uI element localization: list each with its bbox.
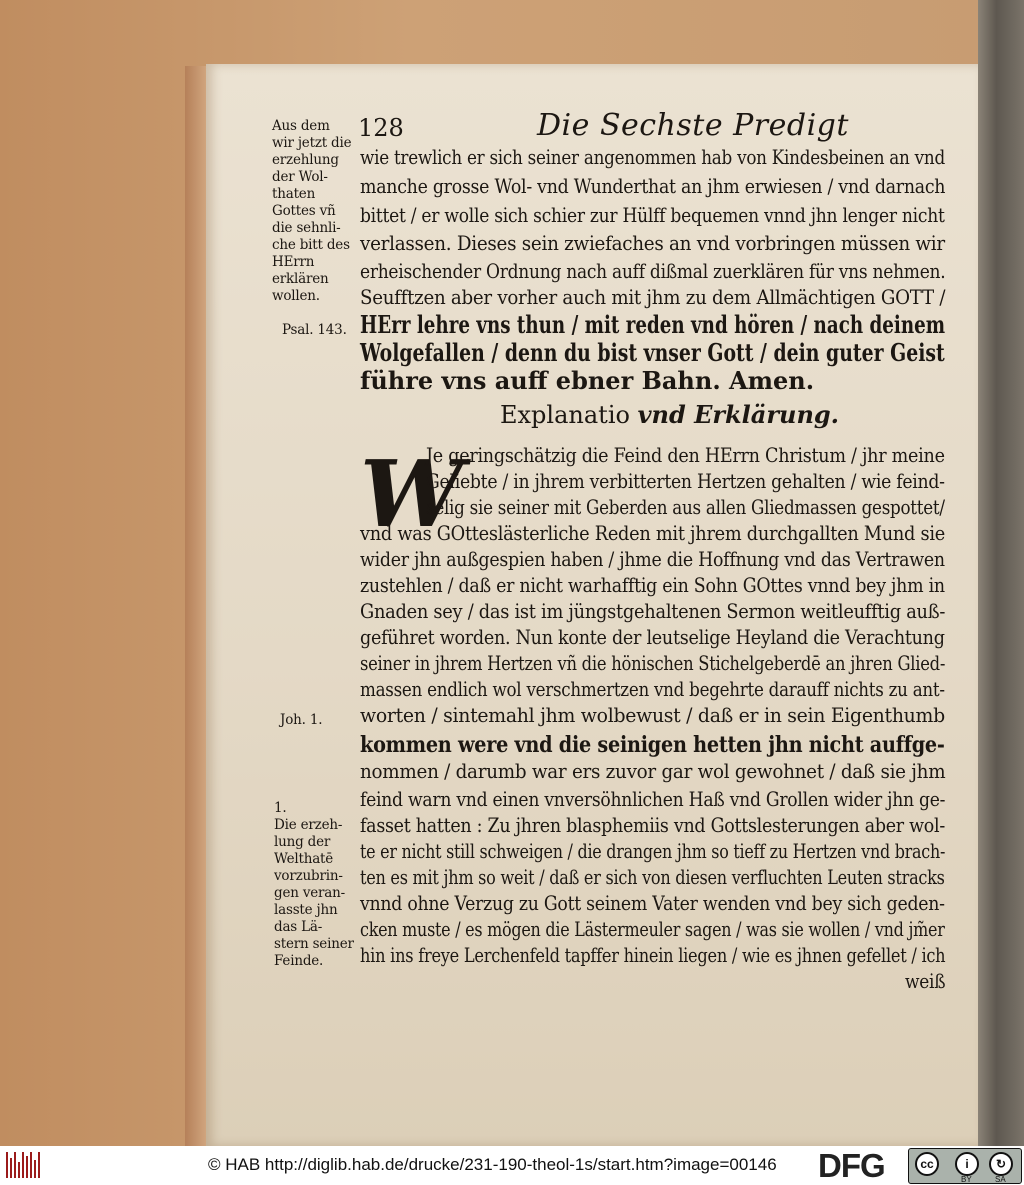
text-line: ten es mit jhm so weit / daß er sich von diesen verfluchten Leuten stracks bbox=[360, 866, 945, 889]
text-line: massen endlich wol verschmertzen vnd begehrte darauff nichts zu ant- bbox=[360, 678, 945, 701]
text-line: fasset hatten : Zu jhren blasphemiis vnd Gottslesterungen aber wol- bbox=[360, 814, 945, 837]
prayer-line: Wolgefallen / denn du bist vnser Gott / dein guter Geist bbox=[360, 338, 945, 367]
margin-ref-psalm: Psal. 143. bbox=[282, 322, 347, 338]
text-line: feind warn vnd einen vnversöhnlichen Haß vnd Grollen wider jhn ge- bbox=[360, 788, 946, 811]
text-line: Je geringschätzig die Feind den HErrn Christum / jhr meine bbox=[426, 444, 945, 467]
running-head: Die Sechste Predigt bbox=[537, 108, 849, 143]
text-line: wider jhn außgespien haben / jhme die Hoffnung vnd das Vertrawen bbox=[360, 548, 945, 571]
prayer-line: führe vns auff ebner Bahn. Amen. bbox=[360, 366, 815, 395]
page-number: 128 bbox=[358, 114, 404, 142]
source-url-link[interactable]: © HAB http://diglib.hab.de/drucke/231-190-theol-1s/start.htm?image=00146 bbox=[208, 1155, 777, 1174]
text-line: nommen / darumb war ers zuvor gar wol gewohnet / daß sie jhm bbox=[360, 760, 946, 783]
dfg-logo: DFG bbox=[818, 1147, 885, 1184]
catchword: weiß bbox=[905, 970, 946, 993]
sa-label: SA bbox=[995, 1175, 1006, 1184]
text-line: hin ins freye Lerchenfeld tapffer hinein liegen / wie es jhnen gefellet / ich bbox=[360, 944, 946, 967]
text-line: wie trewlich er sich seiner angenommen hab von Kindesbeinen an vnd bbox=[360, 146, 945, 169]
text-line: Geliebte / in jhrem verbitterten Hertzen gehalten / wie feind- bbox=[426, 470, 945, 493]
margin-note-intro: Aus dem wir jetzt die erzehlung der Wol- thaten Gottes vñ die sehnli- che bitt des HErrn erklären wollen. bbox=[272, 118, 352, 304]
book-spine-right bbox=[978, 0, 1024, 1146]
by-icon: i bbox=[955, 1152, 979, 1176]
text-line: erheischender Ordnung nach auff dißmal zuerklären für vns nehmen. bbox=[360, 260, 946, 283]
text-line: geführet worden. Nun konte der leutselige Heyland die Verachtung bbox=[360, 626, 945, 649]
text-line: vnd was GOtteslästerliche Reden mit jhrem durchgallten Mund sie bbox=[360, 522, 945, 545]
text-line: verlassen. Dieses sein zwiefaches an vnd vorbringen müssen wir bbox=[360, 232, 945, 255]
text-line: Gnaden sey / das ist im jüngstgehaltenen Sermon weitleufftig auß- bbox=[360, 600, 946, 623]
heading-german: vnd Erklärung. bbox=[637, 400, 840, 429]
text-line: worten / sintemahl jhm wolbewust / daß er in sein Eigenthumb bbox=[360, 704, 945, 727]
margin-ref-john: Joh. 1. bbox=[280, 712, 323, 728]
text-line: manche grosse Wol- vnd Wunderthat an jhm erwiesen / vnd darnach bbox=[360, 175, 946, 198]
prayer-line: HErr lehre vns thun / mit reden vnd hören / nach deinem bbox=[360, 310, 946, 339]
text-line: seiner in jhrem Hertzen vñ die hönischen Stichelgeberdē an jhren Glied- bbox=[360, 652, 946, 675]
decorated-initial: W bbox=[360, 440, 464, 548]
text-line: cken muste / es mögen die Lästermeuler sagen / was sie wollen / vnd jm̃er bbox=[360, 918, 945, 941]
sa-icon: ↻ bbox=[989, 1152, 1013, 1176]
margin-note-narration: 1. Die erzeh- lung der Welthatē vorzubrin- gen veran- lasste jhn das Lä- stern seiner Feinde. bbox=[274, 800, 354, 969]
text-line: te er nicht still schweigen / die drangen jhm so tieff zu Hertzen vnd brach- bbox=[360, 840, 946, 863]
heading-latin: Explanatio bbox=[500, 401, 630, 429]
text-line: kommen were vnd die seinigen hetten jhn nicht auffge- bbox=[360, 732, 945, 758]
text-line: vnnd ohne Verzug zu Gott seinem Vater wenden vnd bey sich geden- bbox=[360, 892, 945, 915]
by-label: BY bbox=[961, 1175, 972, 1184]
hab-logo-icon bbox=[6, 1152, 42, 1180]
cc-license-badge[interactable] bbox=[908, 1148, 1022, 1184]
text-line: selig sie seiner mit Geberden aus allen Gliedmassen gespottet/ bbox=[426, 496, 945, 519]
cc-icon: cc bbox=[915, 1152, 939, 1176]
text-line: bittet / er wolle sich schier zur Hülff bequemen vnnd jhn lenger nicht bbox=[360, 204, 945, 227]
text-line: Seufftzen aber vorher auch mit jhm zu dem Allmächtigen GOTT / bbox=[360, 286, 946, 309]
text-line: zustehlen / daß er nicht warhafftig ein Sohn GOttes vnnd bey jhm in bbox=[360, 574, 945, 597]
section-heading bbox=[500, 400, 839, 429]
